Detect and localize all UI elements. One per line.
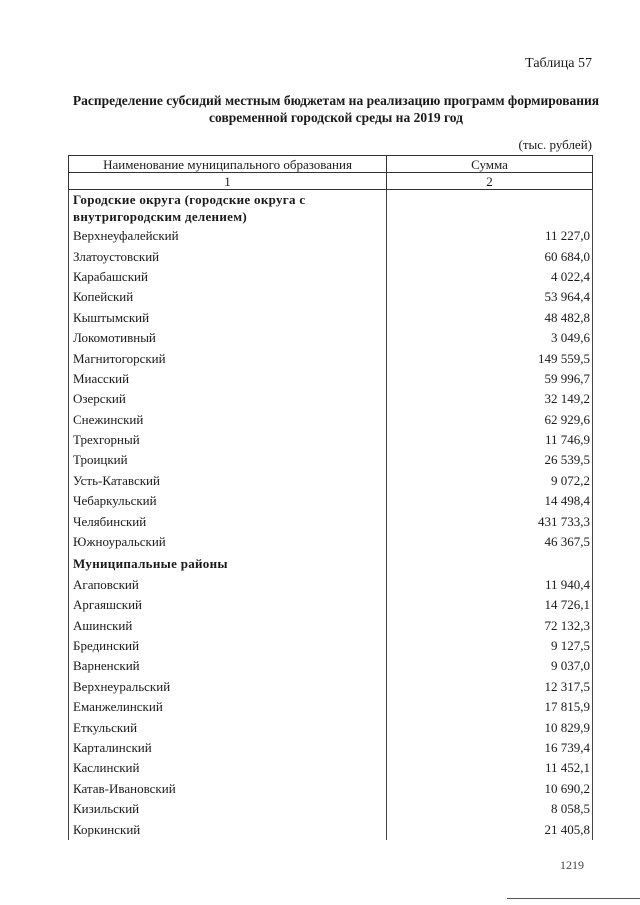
table-row [69,532,593,552]
table-row [69,369,593,389]
subsidy-amount: 32 149,2 [387,389,593,409]
table-row [69,328,593,348]
municipality-name: Снежинский [69,410,387,430]
municipality-name: Челябинский [69,511,387,531]
table-row [69,758,593,778]
municipality-name: Усть-Катавский [69,471,387,491]
municipality-name: Копейский [69,287,387,307]
page-number: 1219 [560,858,584,872]
subsidy-amount: 11 940,4 [387,575,593,595]
municipality-name: Аргаяшский [69,595,387,615]
column-number-row [69,173,593,190]
column-number-2: 2 [387,173,593,190]
table-row [69,226,593,246]
section-title: Городские округа (городские округа с внутригородским делением) [69,190,387,227]
table-row [69,471,593,491]
municipality-name: Миасский [69,369,387,389]
subsidy-amount: 10 829,9 [387,717,593,737]
table-body [69,190,593,840]
column-header-name: Наименование муниципального образования [69,156,387,173]
table-row [69,511,593,531]
subsidy-amount: 4 022,4 [387,267,593,287]
subsidy-amount: 17 815,9 [387,697,593,717]
table-row [69,287,593,307]
municipality-name: Варненский [69,656,387,676]
municipality-name: Трехгорный [69,430,387,450]
municipality-name: Озерский [69,389,387,409]
municipality-name: Еманжелинский [69,697,387,717]
table-row [69,348,593,368]
subsidy-amount: 3 049,6 [387,328,593,348]
subsidy-amount: 9 127,5 [387,636,593,656]
section-header-row [69,190,593,227]
table-row [69,799,593,819]
municipality-name: Карталинский [69,738,387,758]
section-title: Муниципальные районы [69,552,387,574]
subsidy-amount: 11 452,1 [387,758,593,778]
municipality-name: Ашинский [69,615,387,635]
municipality-name: Коркинский [69,819,387,839]
subsidy-table [68,155,593,840]
municipality-name: Троицкий [69,450,387,470]
table-row [69,738,593,758]
table-number: Таблица 57 [525,56,592,71]
municipality-name: Южноуральский [69,532,387,552]
subsidy-amount: 48 482,8 [387,308,593,328]
municipality-name: Чебаркульский [69,491,387,511]
municipality-name: Локомотивный [69,328,387,348]
subsidy-amount: 26 539,5 [387,450,593,470]
table-row [69,308,593,328]
table-header-row [69,156,593,173]
municipality-name: Карабашский [69,267,387,287]
scan-edge-line [507,898,640,899]
subsidy-amount: 14 498,4 [387,491,593,511]
municipality-name: Кыштымский [69,308,387,328]
municipality-name: Кизильский [69,799,387,819]
municipality-name: Верхнеуфалейский [69,226,387,246]
table-row [69,819,593,839]
subsidy-amount: 46 367,5 [387,532,593,552]
table-row [69,450,593,470]
municipality-name: Верхнеуральский [69,677,387,697]
column-number-1: 1 [69,173,387,190]
table-row [69,575,593,595]
municipality-name: Магнитогорский [69,348,387,368]
table-row [69,246,593,266]
municipality-name: Катав-Ивановский [69,779,387,799]
table-row [69,615,593,635]
municipality-name: Еткульский [69,717,387,737]
subsidy-amount: 72 132,3 [387,615,593,635]
units-note: (тыс. рублей) [518,137,592,152]
section-sum-cell [387,552,593,574]
subsidy-amount: 60 684,0 [387,246,593,266]
table-row [69,267,593,287]
table-row [69,677,593,697]
column-header-sum: Сумма [387,156,593,173]
table-row [69,779,593,799]
subsidy-amount: 12 317,5 [387,677,593,697]
table-row [69,697,593,717]
subsidy-amount: 11 746,9 [387,430,593,450]
table-row [69,717,593,737]
subsidy-amount: 149 559,5 [387,348,593,368]
subsidy-amount: 62 929,6 [387,410,593,430]
table-row [69,595,593,615]
subsidy-amount: 9 072,2 [387,471,593,491]
table-row [69,656,593,676]
municipality-name: Брединский [69,636,387,656]
municipality-name: Агаповский [69,575,387,595]
subsidy-amount: 53 964,4 [387,287,593,307]
subsidy-amount: 59 996,7 [387,369,593,389]
subsidy-amount: 21 405,8 [387,819,593,839]
table-row [69,410,593,430]
subsidy-amount: 14 726,1 [387,595,593,615]
subsidy-amount: 11 227,0 [387,226,593,246]
table-row [69,636,593,656]
subsidy-amount: 431 733,3 [387,511,593,531]
subsidy-amount: 16 739,4 [387,738,593,758]
municipality-name: Златоустовский [69,246,387,266]
municipality-name: Каслинский [69,758,387,778]
subsidy-amount: 8 058,5 [387,799,593,819]
section-sum-cell [387,190,593,227]
section-header-row [69,552,593,574]
subsidy-amount: 9 037,0 [387,656,593,676]
document-title: Распределение субсидий местным бюджетам на реализацию программ формирования современной городской среды на 2019 год [72,93,600,125]
subsidy-amount: 10 690,2 [387,779,593,799]
table-row [69,430,593,450]
table-row [69,389,593,409]
table-row [69,491,593,511]
